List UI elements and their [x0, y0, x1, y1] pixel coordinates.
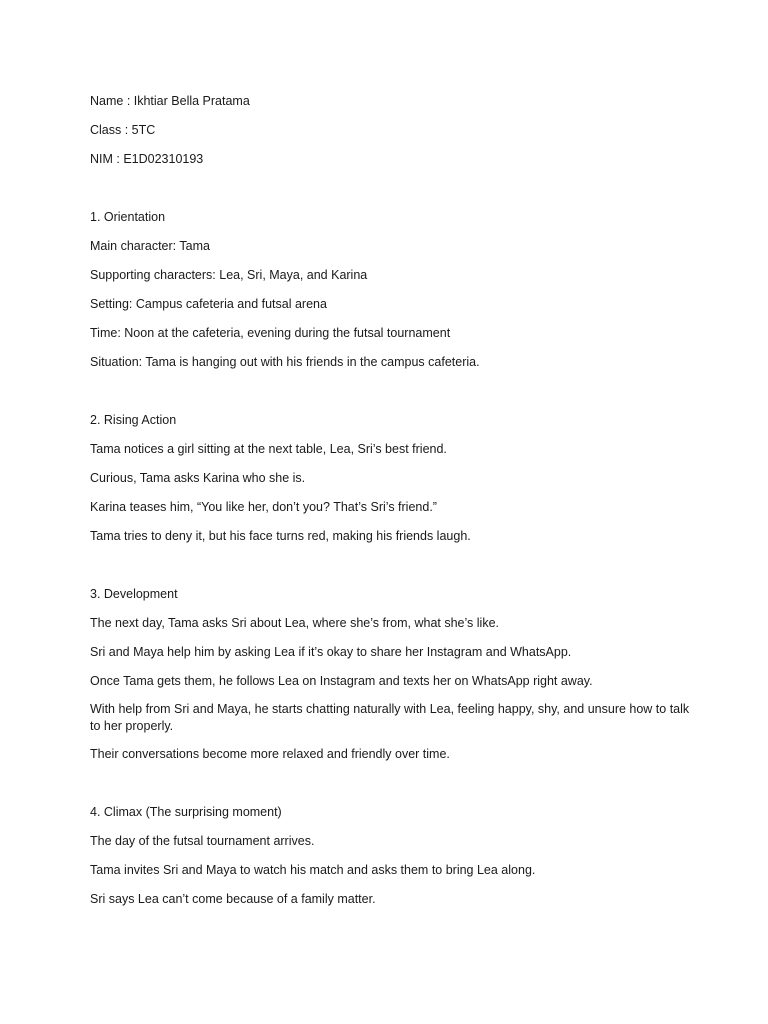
paragraph: Main character: Tama	[90, 239, 210, 253]
section-heading-rising-action: 2. Rising Action	[90, 413, 177, 427]
paragraph: Tama invites Sri and Maya to watch his match and asks them to bring Lea along.	[90, 863, 536, 877]
paragraph: Supporting characters: Lea, Sri, Maya, and Karina	[90, 268, 368, 282]
paragraph: Curious, Tama asks Karina who she is.	[90, 471, 306, 485]
paragraph: Tama notices a girl sitting at the next table, Lea, Sri’s best friend.	[90, 442, 447, 456]
paragraph: Setting: Campus cafeteria and futsal arena	[90, 297, 327, 311]
paragraph: Karina teases him, “You like her, don’t you? That’s Sri’s friend.”	[90, 500, 437, 514]
spacer	[90, 776, 690, 805]
spacer	[90, 558, 690, 587]
student-name: Name : Ikhtiar Bella Pratama	[90, 94, 250, 108]
paragraph: The next day, Tama asks Sri about Lea, where she’s from, what she’s like.	[90, 616, 500, 630]
section-heading-climax: 4. Climax (The surprising moment)	[90, 805, 282, 819]
paragraph: Time: Noon at the cafeteria, evening during the futsal tournament	[90, 326, 451, 340]
paragraph: Sri and Maya help him by asking Lea if it’s okay to share her Instagram and WhatsApp.	[90, 645, 572, 659]
paragraph: Situation: Tama is hanging out with his friends in the campus cafeteria.	[90, 355, 480, 369]
paragraph: Once Tama gets them, he follows Lea on Instagram and texts her on WhatsApp right away.	[90, 674, 593, 688]
paragraph: Tama tries to deny it, but his face turns red, making his friends laugh.	[90, 529, 471, 543]
spacer	[90, 384, 690, 413]
paragraph: The day of the futsal tournament arrives.	[90, 834, 315, 848]
student-class: Class : 5TC	[90, 123, 156, 137]
section-heading-orientation: 1. Orientation	[90, 210, 166, 224]
paragraph: Their conversations become more relaxed and friendly over time.	[90, 747, 450, 761]
spacer	[90, 181, 690, 210]
document-page	[90, 94, 690, 921]
paragraph: Sri says Lea can’t come because of a family matter.	[90, 892, 376, 906]
paragraph: With help from Sri and Maya, he starts chatting naturally with Lea, feeling happy, shy, and unsure how to talk to her properly.	[90, 702, 690, 733]
student-nim: NIM : E1D02310193	[90, 152, 204, 166]
section-heading-development: 3. Development	[90, 587, 178, 601]
